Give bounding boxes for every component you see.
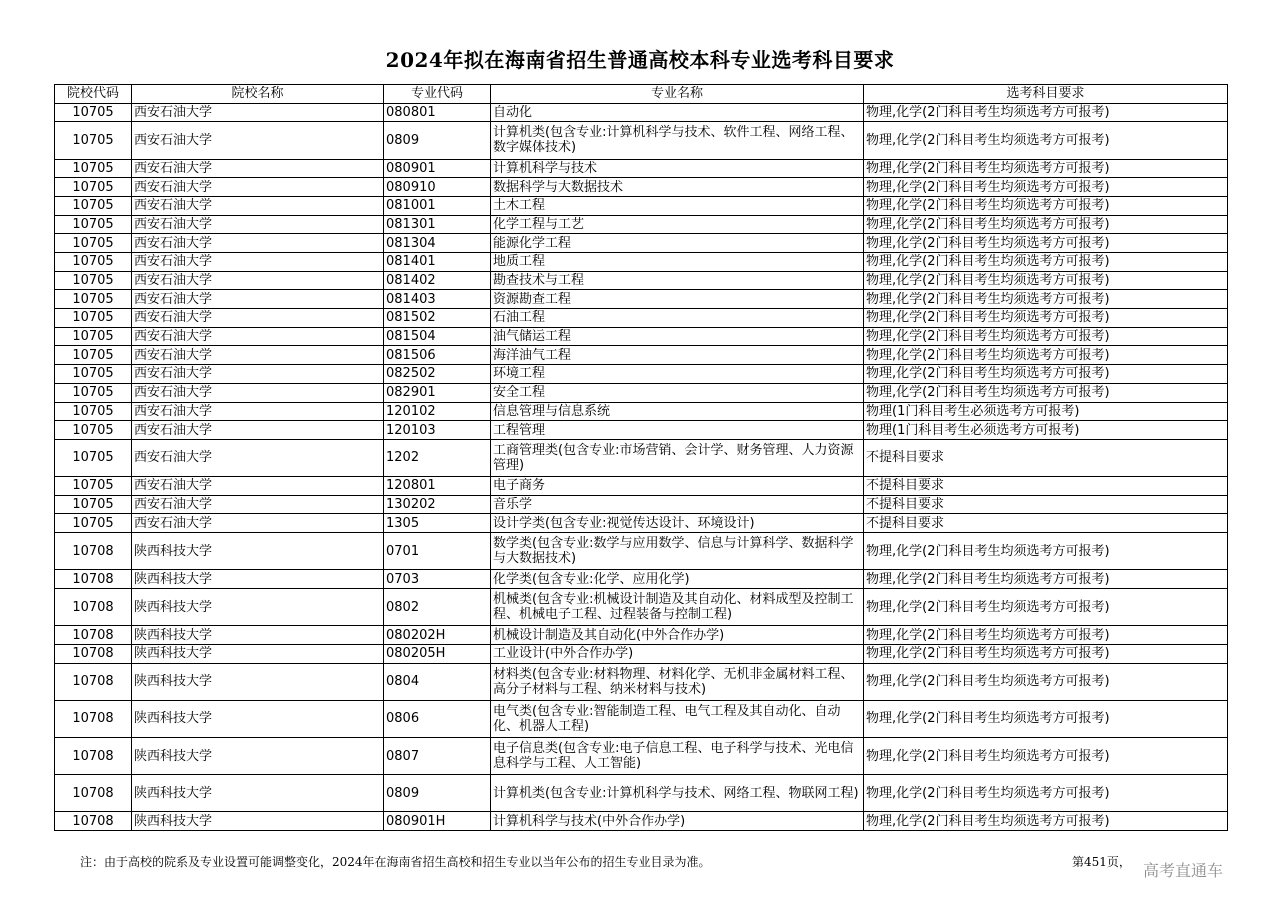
table-row: [55, 290, 1228, 309]
table-row: [55, 383, 1228, 402]
cell-school-code: 10708: [55, 626, 132, 645]
cell-school-name: 西安石油大学: [132, 439, 384, 476]
cell-major-name: 数据科学与大数据技术: [491, 178, 864, 197]
cell-school-name: 西安石油大学: [132, 365, 384, 384]
cell-school-code: 10705: [55, 103, 132, 122]
table-row: [55, 700, 1228, 737]
footer-note: 注：由于高校的院系及专业设置可能调整变化，2024年在海南省招生高校和招生专业以当年公布的招生专业目录为准。: [80, 855, 711, 869]
table-row: [55, 159, 1228, 178]
table-row: [55, 570, 1228, 589]
cell-school-code: 10705: [55, 271, 132, 290]
cell-major-name: 计算机类(包含专业:计算机科学与技术、网络工程、物联网工程): [491, 775, 864, 812]
cell-subject-requirement: 物理,化学(2门科目考生均须选考方可报考): [864, 234, 1228, 253]
cell-school-name: 陕西科技大学: [132, 775, 384, 812]
cell-major-name: 设计学类(包含专业:视觉传达设计、环境设计): [491, 514, 864, 533]
table-row: [55, 421, 1228, 440]
cell-subject-requirement: 物理,化学(2门科目考生均须选考方可报考): [864, 812, 1228, 831]
cell-school-code: 10705: [55, 495, 132, 514]
cell-school-name: 陕西科技大学: [132, 663, 384, 700]
cell-major-name: 工商管理类(包含专业:市场营销、会计学、财务管理、人力资源管理): [491, 439, 864, 476]
cell-subject-requirement: 物理,化学(2门科目考生均须选考方可报考): [864, 533, 1228, 570]
cell-subject-requirement: 物理,化学(2门科目考生均须选考方可报考): [864, 365, 1228, 384]
cell-major-name: 海洋油气工程: [491, 346, 864, 365]
cell-school-code: 10705: [55, 215, 132, 234]
cell-school-name: 西安石油大学: [132, 309, 384, 328]
table-row: [55, 234, 1228, 253]
cell-school-name: 陕西科技大学: [132, 533, 384, 570]
cell-major-name: 电子商务: [491, 477, 864, 496]
cell-subject-requirement: 物理,化学(2门科目考生均须选考方可报考): [864, 383, 1228, 402]
cell-school-name: 西安石油大学: [132, 103, 384, 122]
cell-major-code: 120801: [384, 477, 491, 496]
cell-subject-requirement: 物理,化学(2门科目考生均须选考方可报考): [864, 253, 1228, 272]
cell-major-code: 080901: [384, 159, 491, 178]
cell-school-code: 10705: [55, 309, 132, 328]
cell-major-code: 080202H: [384, 626, 491, 645]
cell-major-name: 材料类(包含专业:材料物理、材料化学、无机非金属材料工程、高分子材料与工程、纳米材料与技术): [491, 663, 864, 700]
cell-subject-requirement: 物理,化学(2门科目考生均须选考方可报考): [864, 570, 1228, 589]
cell-school-name: 陕西科技大学: [132, 812, 384, 831]
table-row: [55, 402, 1228, 421]
cell-school-code: 10705: [55, 383, 132, 402]
table-row: [55, 122, 1228, 159]
table-row: [55, 477, 1228, 496]
cell-major-code: 082901: [384, 383, 491, 402]
cell-major-name: 机械类(包含专业:机械设计制造及其自动化、材料成型及控制工程、机械电子工程、过程装备与控制工程): [491, 589, 864, 626]
cell-major-code: 081301: [384, 215, 491, 234]
cell-subject-requirement: 物理,化学(2门科目考生均须选考方可报考): [864, 290, 1228, 309]
cell-school-code: 10708: [55, 737, 132, 774]
cell-school-name: 陕西科技大学: [132, 589, 384, 626]
cell-subject-requirement: 物理,化学(2门科目考生均须选考方可报考): [864, 159, 1228, 178]
cell-school-code: 10708: [55, 644, 132, 663]
cell-major-code: 081506: [384, 346, 491, 365]
header-school-code: 院校代码: [55, 85, 132, 104]
cell-subject-requirement: 物理,化学(2门科目考生均须选考方可报考): [864, 626, 1228, 645]
cell-school-name: 西安石油大学: [132, 290, 384, 309]
table-row: [55, 626, 1228, 645]
table-row: [55, 271, 1228, 290]
table-row: [55, 589, 1228, 626]
cell-major-code: 0701: [384, 533, 491, 570]
cell-major-name: 自动化: [491, 103, 864, 122]
cell-major-code: 080205H: [384, 644, 491, 663]
cell-subject-requirement: 物理,化学(2门科目考生均须选考方可报考): [864, 309, 1228, 328]
cell-major-name: 勘查技术与工程: [491, 271, 864, 290]
cell-subject-requirement: 物理,化学(2门科目考生均须选考方可报考): [864, 271, 1228, 290]
cell-major-code: 080910: [384, 178, 491, 197]
cell-school-code: 10708: [55, 663, 132, 700]
cell-subject-requirement: 物理,化学(2门科目考生均须选考方可报考): [864, 700, 1228, 737]
cell-major-name: 地质工程: [491, 253, 864, 272]
watermark: 高考直通车: [1143, 861, 1224, 880]
cell-school-code: 10705: [55, 346, 132, 365]
table-row: [55, 644, 1228, 663]
cell-subject-requirement: 物理(1门科目考生必须选考方可报考): [864, 402, 1228, 421]
table-row: [55, 196, 1228, 215]
cell-school-name: 西安石油大学: [132, 421, 384, 440]
cell-major-name: 工程管理: [491, 421, 864, 440]
cell-major-name: 音乐学: [491, 495, 864, 514]
table-row: [55, 346, 1228, 365]
cell-major-name: 化学类(包含专业:化学、应用化学): [491, 570, 864, 589]
cell-school-code: 10705: [55, 159, 132, 178]
table-row: [55, 178, 1228, 197]
cell-school-name: 西安石油大学: [132, 514, 384, 533]
cell-major-name: 化学工程与工艺: [491, 215, 864, 234]
cell-school-name: 陕西科技大学: [132, 700, 384, 737]
header-subject-requirement: 选考科目要求: [864, 85, 1228, 104]
header-major-code: 专业代码: [384, 85, 491, 104]
table-row: [55, 309, 1228, 328]
cell-subject-requirement: 不提科目要求: [864, 477, 1228, 496]
cell-school-code: 10705: [55, 514, 132, 533]
cell-school-code: 10705: [55, 439, 132, 476]
cell-school-name: 陕西科技大学: [132, 737, 384, 774]
cell-major-code: 081504: [384, 327, 491, 346]
cell-major-name: 土木工程: [491, 196, 864, 215]
table-row: [55, 663, 1228, 700]
cell-school-code: 10705: [55, 290, 132, 309]
cell-major-code: 081001: [384, 196, 491, 215]
cell-major-name: 环境工程: [491, 365, 864, 384]
cell-subject-requirement: 物理,化学(2门科目考生均须选考方可报考): [864, 327, 1228, 346]
cell-major-code: 120103: [384, 421, 491, 440]
cell-major-code: 0802: [384, 589, 491, 626]
cell-major-code: 1202: [384, 439, 491, 476]
cell-subject-requirement: 物理(1门科目考生必须选考方可报考): [864, 421, 1228, 440]
cell-subject-requirement: 不提科目要求: [864, 514, 1228, 533]
cell-school-name: 西安石油大学: [132, 253, 384, 272]
cell-school-code: 10708: [55, 589, 132, 626]
cell-school-code: 10708: [55, 570, 132, 589]
cell-major-name: 计算机类(包含专业:计算机科学与技术、软件工程、网络工程、数字媒体技术): [491, 122, 864, 159]
cell-school-name: 西安石油大学: [132, 196, 384, 215]
subject-requirements-table: [54, 84, 1228, 831]
cell-school-name: 西安石油大学: [132, 495, 384, 514]
cell-major-code: 0809: [384, 775, 491, 812]
cell-school-code: 10705: [55, 178, 132, 197]
cell-subject-requirement: 物理,化学(2门科目考生均须选考方可报考): [864, 775, 1228, 812]
page-title: 2024年拟在海南省招生普通高校本科专业选考科目要求: [385, 48, 895, 72]
cell-subject-requirement: 物理,化学(2门科目考生均须选考方可报考): [864, 644, 1228, 663]
cell-school-name: 陕西科技大学: [132, 626, 384, 645]
cell-major-code: 0806: [384, 700, 491, 737]
cell-school-code: 10708: [55, 775, 132, 812]
cell-major-code: 081403: [384, 290, 491, 309]
cell-subject-requirement: 物理,化学(2门科目考生均须选考方可报考): [864, 663, 1228, 700]
cell-school-code: 10705: [55, 122, 132, 159]
table-row: [55, 327, 1228, 346]
cell-school-name: 西安石油大学: [132, 477, 384, 496]
cell-major-name: 计算机科学与技术: [491, 159, 864, 178]
cell-major-name: 石油工程: [491, 309, 864, 328]
table-row: [55, 439, 1228, 476]
cell-major-code: 120102: [384, 402, 491, 421]
cell-subject-requirement: 物理,化学(2门科目考生均须选考方可报考): [864, 103, 1228, 122]
table-row: [55, 514, 1228, 533]
cell-school-name: 西安石油大学: [132, 402, 384, 421]
cell-major-code: 0807: [384, 737, 491, 774]
cell-major-name: 电气类(包含专业:智能制造工程、电气工程及其自动化、自动化、机器人工程): [491, 700, 864, 737]
cell-major-name: 数学类(包含专业:数学与应用数学、信息与计算科学、数据科学与大数据技术): [491, 533, 864, 570]
table-row: [55, 737, 1228, 774]
cell-major-code: 081304: [384, 234, 491, 253]
cell-school-code: 10708: [55, 700, 132, 737]
cell-major-name: 机械设计制造及其自动化(中外合作办学): [491, 626, 864, 645]
table-row: [55, 215, 1228, 234]
cell-school-code: 10705: [55, 196, 132, 215]
cell-school-name: 陕西科技大学: [132, 570, 384, 589]
cell-school-name: 西安石油大学: [132, 271, 384, 290]
cell-subject-requirement: 物理,化学(2门科目考生均须选考方可报考): [864, 196, 1228, 215]
cell-school-name: 西安石油大学: [132, 178, 384, 197]
table-row: [55, 812, 1228, 831]
cell-school-code: 10705: [55, 253, 132, 272]
cell-major-name: 计算机科学与技术(中外合作办学): [491, 812, 864, 831]
cell-subject-requirement: 物理,化学(2门科目考生均须选考方可报考): [864, 589, 1228, 626]
cell-major-code: 0703: [384, 570, 491, 589]
cell-subject-requirement: 物理,化学(2门科目考生均须选考方可报考): [864, 215, 1228, 234]
cell-school-name: 西安石油大学: [132, 215, 384, 234]
table-row: [55, 495, 1228, 514]
cell-subject-requirement: 物理,化学(2门科目考生均须选考方可报考): [864, 346, 1228, 365]
cell-major-name: 工业设计(中外合作办学): [491, 644, 864, 663]
cell-school-name: 西安石油大学: [132, 346, 384, 365]
cell-major-name: 资源勘查工程: [491, 290, 864, 309]
cell-major-code: 0804: [384, 663, 491, 700]
table-row: [55, 775, 1228, 812]
header-school-name: 院校名称: [132, 85, 384, 104]
cell-school-name: 西安石油大学: [132, 383, 384, 402]
cell-school-code: 10705: [55, 421, 132, 440]
cell-major-code: 130202: [384, 495, 491, 514]
table-row: [55, 533, 1228, 570]
cell-school-name: 陕西科技大学: [132, 644, 384, 663]
cell-school-code: 10708: [55, 812, 132, 831]
cell-major-code: 0809: [384, 122, 491, 159]
cell-school-code: 10705: [55, 477, 132, 496]
table-row: [55, 103, 1228, 122]
cell-subject-requirement: 物理,化学(2门科目考生均须选考方可报考): [864, 178, 1228, 197]
cell-major-name: 能源化学工程: [491, 234, 864, 253]
cell-major-name: 信息管理与信息系统: [491, 402, 864, 421]
cell-major-code: 081502: [384, 309, 491, 328]
cell-major-code: 1305: [384, 514, 491, 533]
cell-subject-requirement: 物理,化学(2门科目考生均须选考方可报考): [864, 122, 1228, 159]
cell-school-code: 10705: [55, 402, 132, 421]
cell-major-code: 080901H: [384, 812, 491, 831]
cell-school-code: 10708: [55, 533, 132, 570]
cell-major-code: 082502: [384, 365, 491, 384]
header-major-name: 专业名称: [491, 85, 864, 104]
cell-major-code: 080801: [384, 103, 491, 122]
cell-major-code: 081401: [384, 253, 491, 272]
table-header-row: [55, 85, 1228, 104]
cell-school-name: 西安石油大学: [132, 327, 384, 346]
cell-major-code: 081402: [384, 271, 491, 290]
cell-school-name: 西安石油大学: [132, 122, 384, 159]
table-row: [55, 253, 1228, 272]
cell-subject-requirement: 物理,化学(2门科目考生均须选考方可报考): [864, 737, 1228, 774]
cell-subject-requirement: 不提科目要求: [864, 495, 1228, 514]
cell-major-name: 油气储运工程: [491, 327, 864, 346]
cell-school-name: 西安石油大学: [132, 159, 384, 178]
table-row: [55, 365, 1228, 384]
cell-school-name: 西安石油大学: [132, 234, 384, 253]
cell-major-name: 安全工程: [491, 383, 864, 402]
table-body: [55, 103, 1228, 830]
cell-subject-requirement: 不提科目要求: [864, 439, 1228, 476]
cell-major-name: 电子信息类(包含专业:电子信息工程、电子科学与技术、光电信息科学与工程、人工智能): [491, 737, 864, 774]
cell-school-code: 10705: [55, 234, 132, 253]
cell-school-code: 10705: [55, 327, 132, 346]
page-number: 第451页，: [1072, 855, 1131, 869]
cell-school-code: 10705: [55, 365, 132, 384]
